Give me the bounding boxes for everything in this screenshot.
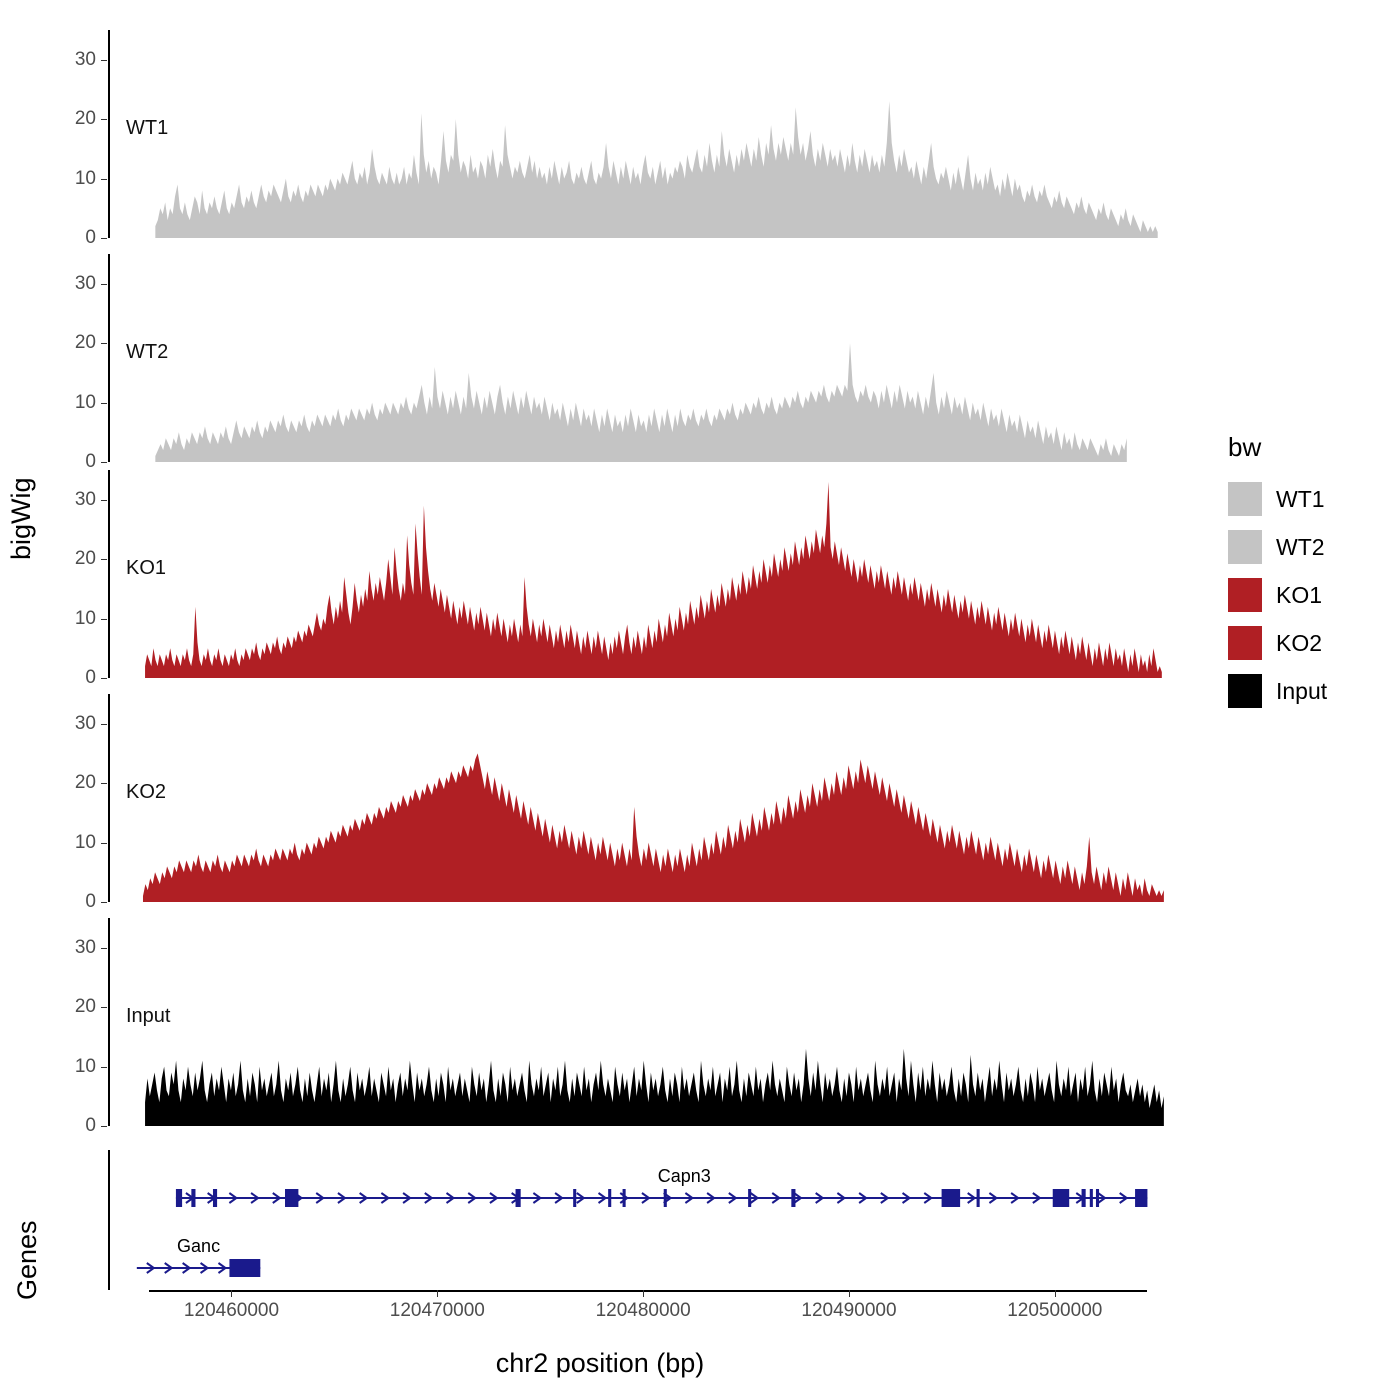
track-label-ko1: KO1 bbox=[126, 557, 167, 580]
y-tick-mark bbox=[101, 948, 107, 949]
legend-label: KO2 bbox=[1276, 629, 1323, 656]
y-tick-label: 30 bbox=[74, 48, 96, 70]
track-label-ko2: KO2 bbox=[126, 781, 167, 804]
legend-label: KO1 bbox=[1276, 581, 1323, 608]
gene-label-ganc: Ganc bbox=[177, 1236, 221, 1256]
y-tick-label: 0 bbox=[85, 891, 96, 912]
y-tick-label: 0 bbox=[85, 1115, 96, 1136]
genes-panel bbox=[108, 1150, 1168, 1290]
y-axis-title: bigWig bbox=[6, 477, 36, 560]
y-tick-mark bbox=[101, 902, 107, 903]
y-tick-label: 20 bbox=[74, 548, 96, 570]
x-axis-title: chr2 position (bp) bbox=[495, 1348, 705, 1378]
y-tick-mark bbox=[101, 179, 107, 180]
y-tick-mark bbox=[101, 462, 107, 463]
coverage-area-wt1 bbox=[110, 30, 1176, 238]
track-label-wt1: WT1 bbox=[126, 117, 169, 140]
track-label-wt2: WT2 bbox=[126, 341, 169, 364]
y-tick-mark bbox=[101, 284, 107, 285]
track-panel-ko1 bbox=[74, 470, 1168, 688]
legend-item-ko1[interactable] bbox=[1228, 574, 1322, 616]
track-panel-wt1 bbox=[74, 30, 1168, 248]
y-tick-label: 20 bbox=[74, 108, 96, 130]
y-tick-label: 30 bbox=[74, 712, 96, 734]
track-label-input: Input bbox=[126, 1005, 171, 1028]
y-tick-mark bbox=[101, 1126, 107, 1127]
y-tick-mark bbox=[101, 678, 107, 679]
y-tick-mark bbox=[101, 1067, 107, 1068]
legend-swatch-ko1 bbox=[1228, 578, 1262, 612]
coverage-area-ko1 bbox=[110, 470, 1176, 678]
legend-item-ko2[interactable] bbox=[1228, 622, 1322, 664]
y-tick-mark bbox=[101, 500, 107, 501]
coverage-area-wt2 bbox=[110, 254, 1176, 462]
y-tick-label: 30 bbox=[74, 488, 96, 510]
genes-axis-title: Genes bbox=[12, 1220, 42, 1300]
y-tick-mark bbox=[101, 403, 107, 404]
x-tick-label: 120500000 bbox=[1007, 1300, 1103, 1321]
y-tick-mark bbox=[101, 343, 107, 344]
legend-item-input[interactable] bbox=[1228, 670, 1327, 712]
x-tick-mark bbox=[643, 1290, 644, 1297]
legend-label: WT2 bbox=[1276, 533, 1325, 560]
y-tick-label: 0 bbox=[85, 667, 96, 688]
x-tick-label: 120480000 bbox=[595, 1300, 691, 1321]
y-tick-mark bbox=[101, 1007, 107, 1008]
y-tick-mark bbox=[101, 783, 107, 784]
legend-title: bw bbox=[1228, 432, 1262, 462]
y-tick-label: 10 bbox=[74, 1055, 96, 1077]
y-tick-label: 20 bbox=[74, 996, 96, 1018]
y-tick-label: 0 bbox=[85, 451, 96, 472]
legend-swatch-wt1 bbox=[1228, 482, 1262, 516]
x-tick-mark bbox=[231, 1290, 232, 1297]
legend-item-wt1[interactable] bbox=[1228, 478, 1325, 520]
gene-track-svg bbox=[110, 1150, 1170, 1290]
x-tick-mark bbox=[437, 1290, 438, 1297]
y-tick-label: 10 bbox=[74, 391, 96, 413]
y-tick-label: 20 bbox=[74, 332, 96, 354]
legend-swatch-input bbox=[1228, 674, 1262, 708]
x-tick-mark bbox=[849, 1290, 850, 1297]
track-panel-input bbox=[74, 918, 1168, 1136]
y-tick-label: 10 bbox=[74, 831, 96, 853]
track-panel-ko2 bbox=[74, 694, 1168, 912]
coverage-area-ko2 bbox=[110, 694, 1176, 902]
coverage-area-input bbox=[110, 918, 1176, 1126]
track-panel-wt2 bbox=[74, 254, 1168, 472]
x-tick-label: 120490000 bbox=[801, 1300, 897, 1321]
x-tick-label: 120470000 bbox=[389, 1300, 485, 1321]
x-tick-label: 120460000 bbox=[183, 1300, 280, 1321]
y-tick-label: 20 bbox=[74, 772, 96, 794]
y-tick-mark bbox=[101, 60, 107, 61]
y-tick-mark bbox=[101, 843, 107, 844]
legend-item-wt2[interactable] bbox=[1228, 526, 1325, 568]
y-tick-label: 0 bbox=[85, 227, 96, 248]
gene-label-capn3: Capn3 bbox=[657, 1166, 711, 1186]
y-tick-mark bbox=[101, 619, 107, 620]
y-tick-mark bbox=[101, 559, 107, 560]
x-tick-mark bbox=[1055, 1290, 1056, 1297]
legend-swatch-ko2 bbox=[1228, 626, 1262, 660]
y-tick-mark bbox=[101, 119, 107, 120]
y-tick-label: 30 bbox=[74, 936, 96, 958]
y-tick-label: 10 bbox=[74, 607, 96, 629]
y-tick-label: 30 bbox=[74, 272, 96, 294]
y-tick-mark bbox=[101, 724, 107, 725]
x-axis-spine bbox=[149, 1290, 1147, 1292]
legend-label: WT1 bbox=[1276, 485, 1325, 512]
legend-swatch-wt2 bbox=[1228, 530, 1262, 564]
legend-label: Input bbox=[1276, 677, 1328, 704]
y-tick-mark bbox=[101, 238, 107, 239]
y-tick-label: 10 bbox=[74, 167, 96, 189]
